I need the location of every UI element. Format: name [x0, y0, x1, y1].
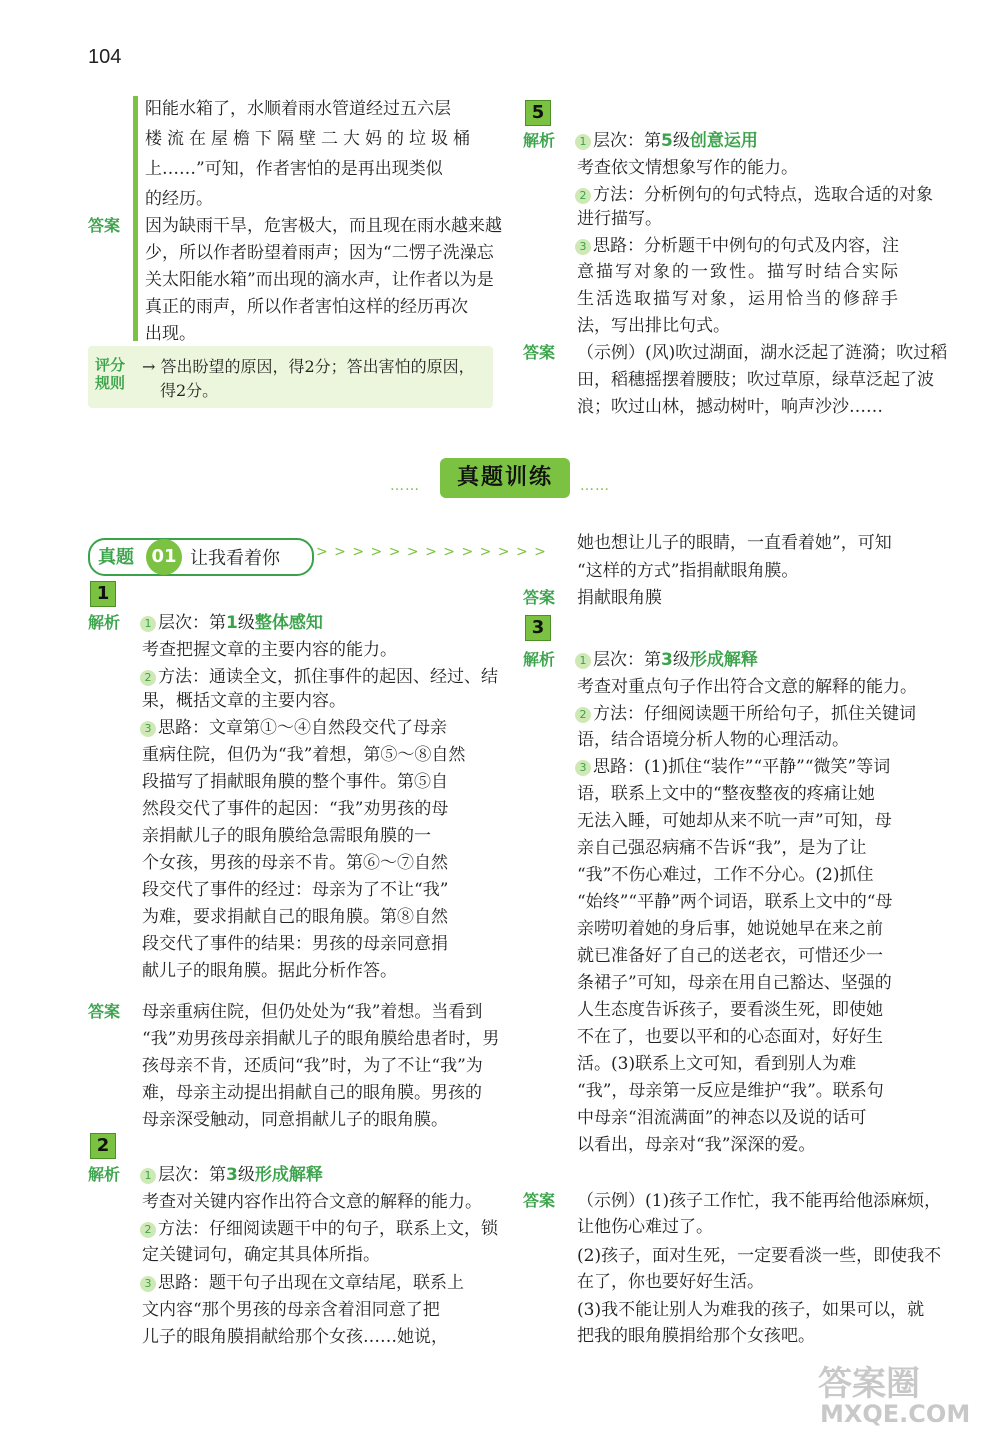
level-prefix: 层次：第 — [593, 650, 661, 670]
answer-line: 母亲深受触动，同意捐献儿子的眼角膜。 — [142, 1110, 448, 1130]
text-line: 楼流在屋檐下隔壁二大妈的垃圾桶 — [145, 129, 475, 149]
answer-line: 少，所以作者盼望着雨声；因为“二愣子洗澡忘 — [145, 243, 494, 263]
answer-line: 关太阳能水箱”而出现的滴水声，让作者以为是 — [145, 270, 494, 290]
answer-line: （示例）(风)吹过湖面，湖水泛起了涟漪；吹过稻 — [577, 343, 948, 363]
scoring-rule-line: 得2分。 — [160, 381, 219, 400]
question-number-5: 5 — [525, 100, 551, 126]
step-2-icon: 2 — [575, 707, 591, 723]
analysis-label: 解析 — [523, 650, 556, 669]
thought-line: 亲捐献儿子的眼角膜给急需眼角膜的一 — [142, 826, 431, 846]
thought-line: 以看出，母亲对“我”深深的爱。 — [577, 1135, 816, 1155]
thought-line: 法，写出排比句式。 — [577, 316, 730, 336]
thought-line — [140, 1270, 464, 1296]
thought-line: 条裙子”可知，母亲在用自己豁达、坚强的 — [577, 973, 892, 993]
thought-line: 段交代了事件的经过：母亲为了不让“我” — [142, 880, 449, 900]
scoring-rule-line: → 答出盼望的原因，得2分；答出害怕的原因， — [142, 357, 475, 376]
analysis-label: 解析 — [88, 613, 121, 632]
thought-text: 思路：题干句子出现在文章结尾，联系上 — [158, 1273, 464, 1293]
thought-line — [575, 233, 899, 259]
thought-line — [575, 754, 890, 780]
answer-line: 让他伤心难过了。 — [577, 1217, 713, 1237]
level-name: 创意运用 — [689, 131, 758, 151]
answer-line: “我”劝男孩母亲捐献儿子的眼角膜给患者时，男 — [142, 1029, 500, 1049]
question-number-3: 3 — [525, 615, 551, 641]
thought-line: 不在了，也要以平和的心态面对，好好生 — [577, 1027, 883, 1047]
method-text: 方法：通读全文，抓住事件的起因、经过、结 — [158, 667, 498, 687]
answer-line: 田，稻穗摇摆着腰肢；吹过草原，绿草泛起了波 — [577, 370, 934, 390]
banner-dots-right: …… — [580, 478, 610, 494]
watermark-url: MXQE.COM — [820, 1400, 971, 1428]
step-1-icon: 1 — [575, 134, 591, 150]
thought-line: 段交代了事件的结果：男孩的母亲同意捐 — [142, 934, 448, 954]
thought-line: “这样的方式”指捐献眼角膜。 — [577, 561, 799, 581]
level-suffix: 级 — [237, 613, 255, 633]
answer-line: (3)我不能让别人为难我的孩子，如果可以，就 — [577, 1300, 925, 1320]
thought-text: 思路：(1)抓住“装作”“平静”“微笑”等词 — [593, 757, 891, 777]
step-3-icon: 3 — [140, 721, 156, 737]
thought-line: 献儿子的眼角膜。据此分析作答。 — [142, 961, 397, 981]
answer-line: (2)孩子，面对生死，一定要看淡一些，即使我不 — [577, 1246, 942, 1266]
step-1-icon: 1 — [140, 1168, 156, 1184]
level-name: 形成解释 — [689, 650, 758, 670]
level-number: 1 — [226, 613, 238, 633]
level-number: 5 — [661, 131, 673, 151]
page-number: 104 — [88, 46, 122, 68]
step-2-icon: 2 — [140, 670, 156, 686]
watermark-logo: 答案圈 — [818, 1364, 920, 1404]
analysis-label: 解析 — [88, 1165, 121, 1184]
method-line — [140, 1216, 498, 1242]
banner-dots-left: …… — [390, 478, 420, 494]
method-line: 果，概括文章的主要内容。 — [142, 691, 346, 711]
level-number: 3 — [661, 650, 673, 670]
step-1-icon: 1 — [575, 653, 591, 669]
text-line: 阳能水箱了，水顺着雨水管道经过五六层 — [145, 99, 451, 119]
answer-label: 答案 — [523, 343, 556, 362]
section-number-badge: 01 — [146, 539, 182, 575]
level-line — [575, 647, 758, 673]
thought-line: “我”不伤心难过，工作不分心。(2)抓住 — [577, 865, 874, 885]
thought-line: 亲自己强忍病痛不告诉“我”，是为了让 — [577, 838, 867, 858]
method-line — [575, 182, 933, 208]
text-line: 的经历。 — [145, 189, 213, 209]
answer-line: 母亲重病住院，但仍处处为“我”着想。当看到 — [142, 1002, 483, 1022]
scoring-rule-label: 评分 — [95, 356, 126, 374]
thought-line: 活。(3)联系上文可知，看到别人为难 — [577, 1054, 857, 1074]
ability-line: 考查对关键内容作出符合文意的解释的能力。 — [142, 1192, 482, 1212]
level-suffix: 级 — [672, 650, 690, 670]
thought-line: 为难，要求捐献自己的眼角膜。第⑧自然 — [142, 907, 448, 927]
step-3-icon: 3 — [140, 1276, 156, 1292]
question-number-2: 2 — [90, 1133, 116, 1159]
section-banner: 真题训练 — [440, 458, 570, 498]
step-3-icon: 3 — [575, 239, 591, 255]
method-text: 方法：仔细阅读题干中的句子，联系上文，锁 — [158, 1219, 498, 1239]
green-bar — [133, 96, 138, 341]
question-number-1: 1 — [90, 581, 116, 607]
ability-line: 考查依文情想象写作的能力。 — [577, 158, 798, 178]
section-name: 让我看着你 — [190, 548, 280, 569]
thought-line: 意描写对象的一致性。描写时结合实际 — [577, 262, 900, 282]
level-suffix: 级 — [237, 1165, 255, 1185]
scoring-rule-label: 规则 — [95, 374, 126, 392]
method-line: 定关键词句，确定其具体所指。 — [142, 1245, 380, 1265]
level-number: 3 — [226, 1165, 238, 1185]
answer-line: （示例）(1)孩子工作忙，我不能再给他添麻烦， — [577, 1191, 942, 1211]
chevron-arrows-icon: > > > > > > > > > > > > > — [316, 544, 547, 560]
method-text: 方法：分析例句的句式特点，选取合适的对象 — [593, 185, 933, 205]
answer-line: 因为缺雨干旱，危害极大，而且现在雨水越来越 — [145, 216, 502, 236]
step-3-icon: 3 — [575, 760, 591, 776]
method-line — [140, 664, 498, 690]
level-prefix: 层次：第 — [158, 613, 226, 633]
thought-line: 文内容“那个男孩的母亲含着泪同意了把 — [142, 1300, 440, 1320]
answer-line: 捐献眼角膜 — [577, 588, 662, 608]
thought-line: “我”，母亲第一反应是维护“我”。联系句 — [577, 1081, 884, 1101]
answer-label: 答案 — [88, 1002, 121, 1021]
thought-line: 个女孩，男孩的母亲不肯。第⑥～⑦自然 — [142, 853, 448, 873]
level-name: 形成解释 — [254, 1165, 323, 1185]
answer-label: 答案 — [88, 216, 121, 235]
ability-line: 考查把握文章的主要内容的能力。 — [142, 640, 397, 660]
thought-line: 亲唠叨着她的身后事，她说她早在来之前 — [577, 919, 883, 939]
thought-line: 无法入睡，可她却从来不吭一声”可知，母 — [577, 811, 892, 831]
thought-line: 就已准备好了自己的送老衣，可惜还少一 — [577, 946, 883, 966]
answer-line: 出现。 — [145, 324, 196, 344]
level-prefix: 层次：第 — [593, 131, 661, 151]
level-name: 整体感知 — [254, 613, 323, 633]
method-line — [575, 701, 916, 727]
thought-line: 儿子的眼角膜捐献给那个女孩……她说， — [142, 1327, 448, 1347]
answer-label: 答案 — [523, 1191, 556, 1210]
thought-line: 人生态度告诉孩子，要看淡生死，即使她 — [577, 1000, 883, 1020]
thought-text: 思路：文章第①～④自然段交代了母亲 — [158, 718, 447, 738]
step-1-icon: 1 — [140, 616, 156, 632]
thought-line: 语，联系上文中的“整夜整夜的疼痛让她 — [577, 784, 875, 804]
level-prefix: 层次：第 — [158, 1165, 226, 1185]
ability-line: 考查对重点句子作出符合文意的解释的能力。 — [577, 677, 917, 697]
method-line: 语，结合语境分析人物的心理活动。 — [577, 730, 849, 750]
thought-text: 思路：分析题干中例句的句式及内容，注 — [593, 236, 899, 256]
method-line: 进行描写。 — [577, 209, 662, 229]
thought-line: 生活选取描写对象，运用恰当的修辞手 — [577, 289, 900, 309]
answer-line: 把我的眼角膜捐给那个女孩吧。 — [577, 1326, 815, 1346]
step-2-icon: 2 — [575, 188, 591, 204]
thought-line: 她也想让儿子的眼睛，一直看着她”，可知 — [577, 533, 892, 553]
thought-line: 重病住院，但仍为“我”着想，第⑤～⑧自然 — [142, 745, 466, 765]
answer-line: 难，母亲主动提出捐献自己的眼角膜。男孩的 — [142, 1083, 482, 1103]
answer-line: 在了，你也要好好生活。 — [577, 1272, 764, 1292]
answer-line: 孩母亲不肯，还质问“我”时，为了不让“我”为 — [142, 1056, 483, 1076]
answer-line: 真正的雨声，所以作者害怕这样的经历再次 — [145, 297, 468, 317]
step-2-icon: 2 — [140, 1222, 156, 1238]
level-line — [575, 128, 758, 154]
analysis-label: 解析 — [523, 131, 556, 150]
method-text: 方法：仔细阅读题干所给句子，抓住关键词 — [593, 704, 916, 724]
section-title — [88, 538, 314, 576]
answer-label: 答案 — [523, 588, 556, 607]
thought-line — [140, 715, 447, 741]
thought-line: 段描写了捐献眼角膜的整个事件。第⑤自 — [142, 772, 448, 792]
section-tag: 真题 — [98, 547, 134, 568]
level-line — [140, 1162, 323, 1188]
level-line — [140, 610, 323, 636]
thought-line: 然段交代了事件的起因：“我”劝男孩的母 — [142, 799, 449, 819]
answer-line: 浪；吹过山林，撼动树叶，响声沙沙…… — [577, 397, 883, 417]
thought-line: 中母亲“泪流满面”的神态以及说的话可 — [577, 1108, 867, 1128]
text-line: 上……”可知，作者害怕的是再出现类似 — [145, 159, 443, 179]
thought-line: “始终”“平静”两个词语，联系上文中的“母 — [577, 892, 893, 912]
level-suffix: 级 — [672, 131, 690, 151]
